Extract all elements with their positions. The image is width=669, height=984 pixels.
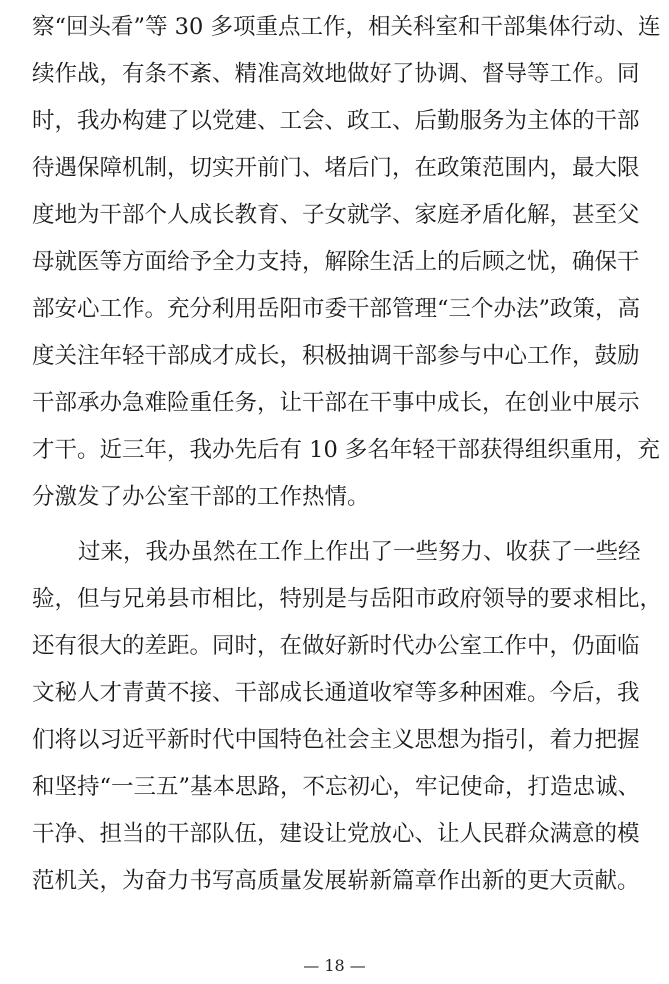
paragraph-1-line: 续作战，有条不紊、精准高效地做好了协调、督导等工作。同 [32, 61, 640, 87]
paragraph-1-line: 部安心工作。充分利用岳阳市委干部管理“三个办法”政策，高 [32, 296, 641, 322]
paragraph-1-line: 度地为干部个人成长教育、子女就学、家庭矛盾化解，甚至父 [32, 202, 640, 228]
paragraph-2-line: 文秘人才青黄不接、干部成长通道收窄等多种困难。今后，我 [32, 680, 640, 706]
paragraph-1-line: 分激发了办公室干部的工作热情。 [32, 484, 370, 510]
paragraph-2-line: 们将以习近平新时代中国特色社会主义思想为指引，着力把握 [32, 727, 640, 753]
paragraph-1-line: 时，我办构建了以党建、工会、政工、后勤服务为主体的干部 [32, 108, 640, 134]
paragraph-2-line: 还有很大的差距。同时，在做好新时代办公室工作中，仍面临 [32, 633, 640, 659]
paragraph-2-line: 过来，我办虽然在工作上作出了一些努力、收获了一些经 [78, 539, 641, 565]
page-number: — 18 — [303, 956, 366, 975]
paragraph-1-line: 度关注年轻干部成才成长，积极抽调干部参与中心工作，鼓励 [32, 343, 640, 369]
paragraph-1-line: 才干。近三年，我办先后有 10 多名年轻干部获得组织重用，充 [32, 437, 660, 463]
paragraph-2-line: 验，但与兄弟县市相比，特别是与岳阳市政府领导的要求相比， [32, 586, 663, 612]
paragraph-1-line: 干部承办急难险重任务，让干部在干事中成长，在创业中展示 [32, 390, 640, 416]
paragraph-1-line: 母就医等方面给予全力支持，解除生活上的后顾之忧，确保干 [32, 249, 640, 275]
paragraph-1-line: 察“回头看”等 30 多项重点工作，相关科室和干部集体行动、连 [32, 14, 661, 40]
paragraph-2-line: 和坚持“一三五”基本思路，不忘初心，牢记使命，打造忠诚、 [32, 774, 641, 800]
paragraph-2-line: 干净、担当的干部队伍，建设让党放心、让人民群众满意的模 [32, 821, 640, 847]
paragraph-2-line: 范机关，为奋力书写高质量发展崭新篇章作出新的更大贡献。 [32, 868, 640, 894]
paragraph-1-line: 待遇保障机制，切实开前门、堵后门，在政策范围内，最大限 [32, 155, 640, 181]
